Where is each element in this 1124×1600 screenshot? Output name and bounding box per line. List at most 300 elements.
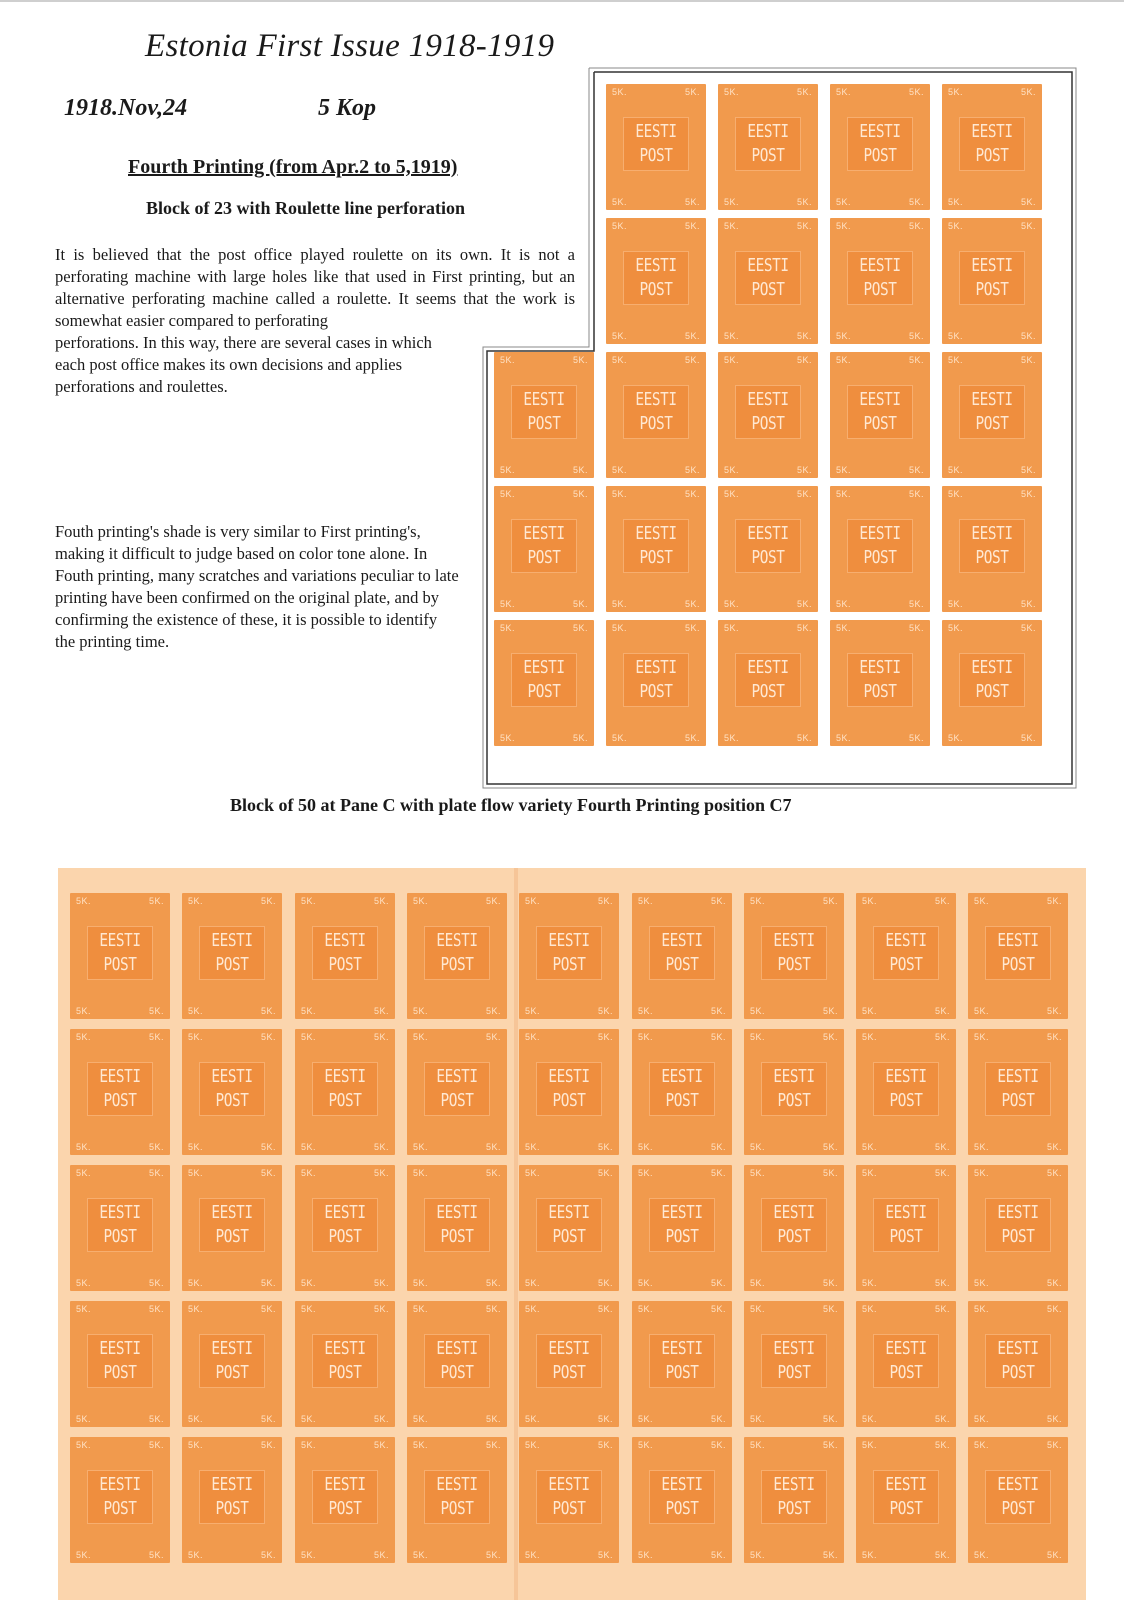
stamp-value-corner: 5K. bbox=[260, 1278, 276, 1288]
stamp bbox=[70, 893, 170, 1019]
stamp-center-panel bbox=[199, 1198, 265, 1252]
stamp-value-corner: 5K. bbox=[724, 465, 740, 475]
stamp-value-corner: 5K. bbox=[1046, 1440, 1062, 1450]
stamp-word-post: POST bbox=[215, 1226, 249, 1247]
stamp-value-corner: 5K. bbox=[373, 896, 389, 906]
stamp-value-corner: 5K. bbox=[1020, 489, 1036, 499]
stamp-value-corner: 5K. bbox=[301, 1142, 317, 1152]
stamp-word-eesti: EESTI bbox=[859, 121, 901, 142]
stamp-word-post: POST bbox=[975, 413, 1009, 434]
stamp-word-eesti: EESTI bbox=[773, 930, 815, 951]
stamp bbox=[830, 352, 930, 478]
stamp-value-corner: 5K. bbox=[1046, 1278, 1062, 1288]
stamp-word-post: POST bbox=[527, 681, 561, 702]
stamp-value-corner: 5K. bbox=[822, 1006, 838, 1016]
stamp-word-post: POST bbox=[527, 547, 561, 568]
stamp-center-panel bbox=[649, 1470, 715, 1524]
stamp-value-corner: 5K. bbox=[148, 1550, 164, 1560]
stamp-word-eesti: EESTI bbox=[324, 1202, 366, 1223]
stamp-word-post: POST bbox=[777, 1498, 811, 1519]
stamp-word-eesti: EESTI bbox=[997, 1202, 1039, 1223]
stamp bbox=[632, 1301, 732, 1427]
stamp-value-corner: 5K. bbox=[260, 1168, 276, 1178]
stamp-value-corner: 5K. bbox=[1020, 331, 1036, 341]
stamp-value-corner: 5K. bbox=[948, 221, 964, 231]
stamp-value-corner: 5K. bbox=[485, 1278, 501, 1288]
stamp-value-corner: 5K. bbox=[148, 1278, 164, 1288]
stamp bbox=[519, 893, 619, 1019]
stamp-value-corner: 5K. bbox=[500, 623, 516, 633]
stamp bbox=[295, 1165, 395, 1291]
stamp-word-eesti: EESTI bbox=[885, 930, 927, 951]
stamp-value-corner: 5K. bbox=[1046, 1550, 1062, 1560]
stamp-word-post: POST bbox=[103, 1226, 137, 1247]
stamp-word-eesti: EESTI bbox=[885, 1202, 927, 1223]
stamp-value-corner: 5K. bbox=[612, 489, 628, 499]
stamp-word-post: POST bbox=[975, 547, 1009, 568]
stamp-value-corner: 5K. bbox=[822, 1168, 838, 1178]
stamp-value-corner: 5K. bbox=[710, 1142, 726, 1152]
stamp-value-corner: 5K. bbox=[710, 1550, 726, 1560]
stamp-value-corner: 5K. bbox=[862, 1440, 878, 1450]
stamp-value-corner: 5K. bbox=[974, 1278, 990, 1288]
stamp-value-corner: 5K. bbox=[796, 221, 812, 231]
stamp-center-panel bbox=[847, 385, 913, 439]
stamp-center-panel bbox=[649, 1198, 715, 1252]
stamp-value-corner: 5K. bbox=[974, 1006, 990, 1016]
stamp-word-eesti: EESTI bbox=[747, 523, 789, 544]
stamp-word-eesti: EESTI bbox=[635, 389, 677, 410]
stamp-value-corner: 5K. bbox=[724, 733, 740, 743]
stamp-word-post: POST bbox=[863, 547, 897, 568]
stamp-value-corner: 5K. bbox=[862, 1032, 878, 1042]
stamp-center-panel bbox=[312, 1470, 378, 1524]
stamp-center-panel bbox=[87, 1334, 153, 1388]
stamp-value-corner: 5K. bbox=[485, 896, 501, 906]
stamp-value-corner: 5K. bbox=[413, 1414, 429, 1424]
stamp-word-eesti: EESTI bbox=[324, 930, 366, 951]
stamp-value-corner: 5K. bbox=[724, 623, 740, 633]
stamp bbox=[744, 1165, 844, 1291]
stamp-value-corner: 5K. bbox=[1020, 221, 1036, 231]
stamp-center-panel bbox=[959, 385, 1025, 439]
stamp-word-post: POST bbox=[751, 279, 785, 300]
stamp bbox=[632, 893, 732, 1019]
stamp-value-corner: 5K. bbox=[638, 1550, 654, 1560]
stamp-value-corner: 5K. bbox=[908, 599, 924, 609]
stamp-value-corner: 5K. bbox=[612, 599, 628, 609]
stamp-value-corner: 5K. bbox=[301, 896, 317, 906]
stamp-value-corner: 5K. bbox=[188, 1032, 204, 1042]
stamp-value-corner: 5K. bbox=[260, 896, 276, 906]
stamp-word-eesti: EESTI bbox=[859, 389, 901, 410]
stamp-center-panel bbox=[536, 926, 602, 980]
stamp-value-corner: 5K. bbox=[750, 1304, 766, 1314]
stamp-value-corner: 5K. bbox=[525, 1032, 541, 1042]
stamp bbox=[718, 486, 818, 612]
stamp-value-corner: 5K. bbox=[934, 1414, 950, 1424]
stamp bbox=[718, 620, 818, 746]
stamp-value-corner: 5K. bbox=[836, 197, 852, 207]
stamp-center-panel bbox=[985, 1334, 1051, 1388]
stamp-word-eesti: EESTI bbox=[661, 1338, 703, 1359]
stamp-center-panel bbox=[735, 385, 801, 439]
stamp-center-panel bbox=[649, 1334, 715, 1388]
stamp-center-panel bbox=[199, 1334, 265, 1388]
stamp-value-corner: 5K. bbox=[485, 1440, 501, 1450]
stamp-word-eesti: EESTI bbox=[747, 389, 789, 410]
stamp-center-panel bbox=[761, 1470, 827, 1524]
stamp-value-corner: 5K. bbox=[684, 599, 700, 609]
issue-date: 1918.Nov,24 bbox=[64, 95, 188, 121]
stamp bbox=[606, 218, 706, 344]
stamp-word-eesti: EESTI bbox=[773, 1202, 815, 1223]
stamp-word-post: POST bbox=[889, 1362, 923, 1383]
stamp-value-corner: 5K. bbox=[638, 1032, 654, 1042]
stamp-word-post: POST bbox=[1001, 1362, 1035, 1383]
stamp-word-post: POST bbox=[665, 1498, 699, 1519]
stamp-word-post: POST bbox=[639, 681, 673, 702]
stamp-center-panel bbox=[623, 251, 689, 305]
stamp-word-post: POST bbox=[863, 681, 897, 702]
stamp-value-corner: 5K. bbox=[724, 355, 740, 365]
stamp-value-corner: 5K. bbox=[373, 1142, 389, 1152]
stamp-value-corner: 5K. bbox=[612, 331, 628, 341]
stamp-center-panel bbox=[87, 1198, 153, 1252]
stamp-word-eesti: EESTI bbox=[436, 1202, 478, 1223]
stamp-value-corner: 5K. bbox=[750, 1440, 766, 1450]
stamp-value-corner: 5K. bbox=[413, 1168, 429, 1178]
stamp-center-panel bbox=[761, 1334, 827, 1388]
stamp-value-corner: 5K. bbox=[572, 465, 588, 475]
stamp-word-eesti: EESTI bbox=[661, 1202, 703, 1223]
stamp-word-eesti: EESTI bbox=[859, 523, 901, 544]
stamp-word-post: POST bbox=[777, 954, 811, 975]
stamp-value-corner: 5K. bbox=[597, 1304, 613, 1314]
stamp-word-post: POST bbox=[665, 1362, 699, 1383]
stamp-value-corner: 5K. bbox=[612, 465, 628, 475]
stamp-value-corner: 5K. bbox=[188, 1168, 204, 1178]
stamp-value-corner: 5K. bbox=[948, 489, 964, 499]
stamp-word-eesti: EESTI bbox=[99, 1474, 141, 1495]
stamp-value-corner: 5K. bbox=[836, 623, 852, 633]
stamp-value-corner: 5K. bbox=[908, 87, 924, 97]
stamp-word-post: POST bbox=[975, 279, 1009, 300]
stamp bbox=[942, 620, 1042, 746]
stamp-word-post: POST bbox=[639, 145, 673, 166]
stamp bbox=[830, 486, 930, 612]
stamp bbox=[494, 620, 594, 746]
stamp bbox=[942, 84, 1042, 210]
stamp-word-eesti: EESTI bbox=[548, 930, 590, 951]
stamp-value-corner: 5K. bbox=[301, 1440, 317, 1450]
stamp-value-corner: 5K. bbox=[413, 1440, 429, 1450]
stamp-center-panel bbox=[959, 653, 1025, 707]
stamp-word-eesti: EESTI bbox=[859, 657, 901, 678]
stamp-word-post: POST bbox=[328, 1362, 362, 1383]
stamp-center-panel bbox=[312, 1062, 378, 1116]
stamp-value-corner: 5K. bbox=[684, 489, 700, 499]
stamp-value-corner: 5K. bbox=[76, 896, 92, 906]
stamp-value-corner: 5K. bbox=[974, 896, 990, 906]
stamp-value-corner: 5K. bbox=[836, 87, 852, 97]
stamp bbox=[632, 1437, 732, 1563]
stamp-value-corner: 5K. bbox=[908, 733, 924, 743]
stamp-value-corner: 5K. bbox=[836, 489, 852, 499]
stamp-word-post: POST bbox=[751, 413, 785, 434]
stamp-value-corner: 5K. bbox=[525, 1278, 541, 1288]
stamp-value-corner: 5K. bbox=[485, 1414, 501, 1424]
stamp-center-panel bbox=[199, 1470, 265, 1524]
stamp-value-corner: 5K. bbox=[948, 355, 964, 365]
stamp-value-corner: 5K. bbox=[684, 355, 700, 365]
stamp-value-corner: 5K. bbox=[260, 1142, 276, 1152]
stamp-value-corner: 5K. bbox=[934, 1006, 950, 1016]
stamp-value-corner: 5K. bbox=[684, 87, 700, 97]
stamp-center-panel bbox=[761, 926, 827, 980]
stamp-value-corner: 5K. bbox=[525, 1168, 541, 1178]
stamp-value-corner: 5K. bbox=[908, 221, 924, 231]
stamp-center-panel bbox=[536, 1470, 602, 1524]
stamp-value-corner: 5K. bbox=[612, 623, 628, 633]
stamp bbox=[830, 84, 930, 210]
stamp-value-corner: 5K. bbox=[188, 1142, 204, 1152]
stamp-value-corner: 5K. bbox=[500, 355, 516, 365]
stamp-word-post: POST bbox=[552, 1362, 586, 1383]
stamp-value-corner: 5K. bbox=[934, 1550, 950, 1560]
stamp-word-eesti: EESTI bbox=[436, 930, 478, 951]
stamp-word-eesti: EESTI bbox=[997, 1338, 1039, 1359]
stamp-value-corner: 5K. bbox=[260, 1032, 276, 1042]
stamp bbox=[968, 1165, 1068, 1291]
stamp-word-eesti: EESTI bbox=[99, 1338, 141, 1359]
stamp-value-corner: 5K. bbox=[1046, 1414, 1062, 1424]
stamp-value-corner: 5K. bbox=[796, 489, 812, 499]
stamp-word-eesti: EESTI bbox=[747, 255, 789, 276]
stamp-value-corner: 5K. bbox=[908, 197, 924, 207]
stamp bbox=[519, 1301, 619, 1427]
stamp-center-panel bbox=[985, 1470, 1051, 1524]
stamp-word-post: POST bbox=[552, 1498, 586, 1519]
stamp-value-corner: 5K. bbox=[148, 1440, 164, 1450]
stamp-value-corner: 5K. bbox=[796, 465, 812, 475]
stamp-value-corner: 5K. bbox=[750, 1414, 766, 1424]
stamp-word-post: POST bbox=[863, 413, 897, 434]
stamp-value-corner: 5K. bbox=[612, 197, 628, 207]
stamp-value-corner: 5K. bbox=[724, 599, 740, 609]
stamp-center-panel bbox=[761, 1062, 827, 1116]
stamp-word-eesti: EESTI bbox=[885, 1066, 927, 1087]
stamp-word-eesti: EESTI bbox=[211, 1202, 253, 1223]
stamp-value-corner: 5K. bbox=[148, 1032, 164, 1042]
stamp bbox=[407, 1165, 507, 1291]
stamp-word-eesti: EESTI bbox=[971, 657, 1013, 678]
stamp-center-panel bbox=[735, 519, 801, 573]
stamp-value-corner: 5K. bbox=[76, 1168, 92, 1178]
stamp bbox=[407, 1437, 507, 1563]
stamp-word-post: POST bbox=[103, 1498, 137, 1519]
stamp-word-post: POST bbox=[777, 1226, 811, 1247]
stamp-value-corner: 5K. bbox=[188, 1440, 204, 1450]
stamp bbox=[744, 893, 844, 1019]
stamp-center-panel bbox=[649, 1062, 715, 1116]
stamp-value-corner: 5K. bbox=[301, 1032, 317, 1042]
stamp-value-corner: 5K. bbox=[934, 1168, 950, 1178]
stamp-word-post: POST bbox=[665, 1090, 699, 1111]
stamp-center-panel bbox=[424, 1470, 490, 1524]
stamp-value-corner: 5K. bbox=[148, 1168, 164, 1178]
stamp-word-post: POST bbox=[975, 681, 1009, 702]
stamp-word-eesti: EESTI bbox=[747, 657, 789, 678]
stamp-word-eesti: EESTI bbox=[548, 1202, 590, 1223]
stamp-word-eesti: EESTI bbox=[324, 1338, 366, 1359]
stamp-center-panel bbox=[623, 385, 689, 439]
stamp-value-corner: 5K. bbox=[188, 896, 204, 906]
stamp-word-eesti: EESTI bbox=[324, 1066, 366, 1087]
stamp bbox=[519, 1165, 619, 1291]
stamp-word-eesti: EESTI bbox=[635, 523, 677, 544]
stamp-value-corner: 5K. bbox=[612, 355, 628, 365]
stamp-value-corner: 5K. bbox=[76, 1550, 92, 1560]
stamp-value-corner: 5K. bbox=[638, 1006, 654, 1016]
stamp-value-corner: 5K. bbox=[301, 1278, 317, 1288]
stamp-center-panel bbox=[424, 1334, 490, 1388]
stamp-word-eesti: EESTI bbox=[635, 657, 677, 678]
stamp-word-eesti: EESTI bbox=[99, 1066, 141, 1087]
stamp-value-corner: 5K. bbox=[1020, 465, 1036, 475]
stamp-value-corner: 5K. bbox=[525, 1550, 541, 1560]
stamp-word-post: POST bbox=[440, 954, 474, 975]
stamp-word-post: POST bbox=[215, 1498, 249, 1519]
stamp bbox=[70, 1301, 170, 1427]
stamp-value-corner: 5K. bbox=[638, 1440, 654, 1450]
stamp-word-post: POST bbox=[215, 1090, 249, 1111]
stamp-value-corner: 5K. bbox=[934, 1304, 950, 1314]
stamp-value-corner: 5K. bbox=[485, 1168, 501, 1178]
stamp-value-corner: 5K. bbox=[948, 733, 964, 743]
stamp-value-corner: 5K. bbox=[948, 331, 964, 341]
stamp-word-eesti: EESTI bbox=[971, 389, 1013, 410]
sheet-fold bbox=[514, 868, 518, 1600]
stamp bbox=[968, 1301, 1068, 1427]
stamp-word-eesti: EESTI bbox=[997, 1474, 1039, 1495]
stamp bbox=[295, 1301, 395, 1427]
stamp-word-post: POST bbox=[751, 547, 785, 568]
stamp-value-corner: 5K. bbox=[413, 1550, 429, 1560]
stamp-word-post: POST bbox=[328, 1498, 362, 1519]
stamp-value-corner: 5K. bbox=[638, 1142, 654, 1152]
stamp bbox=[968, 893, 1068, 1019]
stamp-value-corner: 5K. bbox=[974, 1414, 990, 1424]
stamp-value-corner: 5K. bbox=[948, 599, 964, 609]
stamp-value-corner: 5K. bbox=[525, 1414, 541, 1424]
stamp-value-corner: 5K. bbox=[373, 1006, 389, 1016]
block-subheading: Block of 23 with Roulette line perforation bbox=[146, 198, 465, 218]
stamp-value-corner: 5K. bbox=[301, 1168, 317, 1178]
stamp-value-corner: 5K. bbox=[1020, 355, 1036, 365]
stamp-value-corner: 5K. bbox=[1046, 1168, 1062, 1178]
stamp-center-panel bbox=[847, 251, 913, 305]
stamp bbox=[606, 84, 706, 210]
stamp-center-panel bbox=[623, 653, 689, 707]
stamp-center-panel bbox=[424, 1062, 490, 1116]
stamp-value-corner: 5K. bbox=[796, 87, 812, 97]
stamp bbox=[295, 1437, 395, 1563]
stamp-value-corner: 5K. bbox=[836, 599, 852, 609]
stamp-value-corner: 5K. bbox=[684, 623, 700, 633]
stamp-value-corner: 5K. bbox=[572, 599, 588, 609]
stamp-value-corner: 5K. bbox=[1046, 1304, 1062, 1314]
stamp-center-panel bbox=[873, 926, 939, 980]
stamp-value-corner: 5K. bbox=[148, 1006, 164, 1016]
stamp-value-corner: 5K. bbox=[934, 1278, 950, 1288]
stamp-word-post: POST bbox=[889, 1498, 923, 1519]
stamp-word-eesti: EESTI bbox=[997, 930, 1039, 951]
stamp-value-corner: 5K. bbox=[500, 733, 516, 743]
stamp-center-panel bbox=[312, 926, 378, 980]
stamp-center-panel bbox=[985, 1198, 1051, 1252]
stamp-value-corner: 5K. bbox=[724, 87, 740, 97]
stamp-value-corner: 5K. bbox=[413, 1304, 429, 1314]
stamp-value-corner: 5K. bbox=[750, 1278, 766, 1288]
stamp-value-corner: 5K. bbox=[525, 896, 541, 906]
stamp-value-corner: 5K. bbox=[836, 221, 852, 231]
description-paragraph-1b: perforations. In this way, there are several cases in which each post office makes its own decisions and applies perforations and roulettes. bbox=[55, 333, 432, 396]
stamp-word-post: POST bbox=[103, 1362, 137, 1383]
stamp-word-post: POST bbox=[328, 1226, 362, 1247]
stamp-value-corner: 5K. bbox=[572, 489, 588, 499]
stamp bbox=[606, 486, 706, 612]
stamp-value-corner: 5K. bbox=[796, 197, 812, 207]
stamp-value-corner: 5K. bbox=[572, 623, 588, 633]
stamp-value-corner: 5K. bbox=[908, 489, 924, 499]
stamp-value-corner: 5K. bbox=[934, 1032, 950, 1042]
stamp-center-panel bbox=[511, 519, 577, 573]
stamp-center-panel bbox=[312, 1334, 378, 1388]
stamp-value-corner: 5K. bbox=[908, 355, 924, 365]
stamp bbox=[70, 1029, 170, 1155]
stamp-value-corner: 5K. bbox=[796, 331, 812, 341]
stamp-word-eesti: EESTI bbox=[211, 1474, 253, 1495]
stamp-value-corner: 5K. bbox=[373, 1278, 389, 1288]
stamp-value-corner: 5K. bbox=[934, 1142, 950, 1152]
stamp-word-eesti: EESTI bbox=[436, 1474, 478, 1495]
stamp-center-panel bbox=[959, 519, 1025, 573]
stamp bbox=[744, 1029, 844, 1155]
stamp-word-post: POST bbox=[639, 413, 673, 434]
stamp-value-corner: 5K. bbox=[948, 623, 964, 633]
stamp-value-corner: 5K. bbox=[710, 896, 726, 906]
stamp-value-corner: 5K. bbox=[796, 733, 812, 743]
stamp-word-post: POST bbox=[1001, 954, 1035, 975]
stamp-word-post: POST bbox=[665, 954, 699, 975]
stamp bbox=[182, 893, 282, 1019]
stamp bbox=[968, 1029, 1068, 1155]
stamp bbox=[407, 1301, 507, 1427]
stamp-word-post: POST bbox=[1001, 1226, 1035, 1247]
stamp-value-corner: 5K. bbox=[597, 1414, 613, 1424]
stamp-value-corner: 5K. bbox=[862, 1278, 878, 1288]
stamp-center-panel bbox=[735, 653, 801, 707]
stamp-value-corner: 5K. bbox=[500, 599, 516, 609]
stamp-word-eesti: EESTI bbox=[747, 121, 789, 142]
stamp-word-eesti: EESTI bbox=[523, 657, 565, 678]
stamp-value-corner: 5K. bbox=[413, 896, 429, 906]
stamp-center-panel bbox=[536, 1062, 602, 1116]
stamp bbox=[856, 1437, 956, 1563]
top-rule bbox=[0, 0, 1124, 2]
stamp-word-eesti: EESTI bbox=[661, 930, 703, 951]
